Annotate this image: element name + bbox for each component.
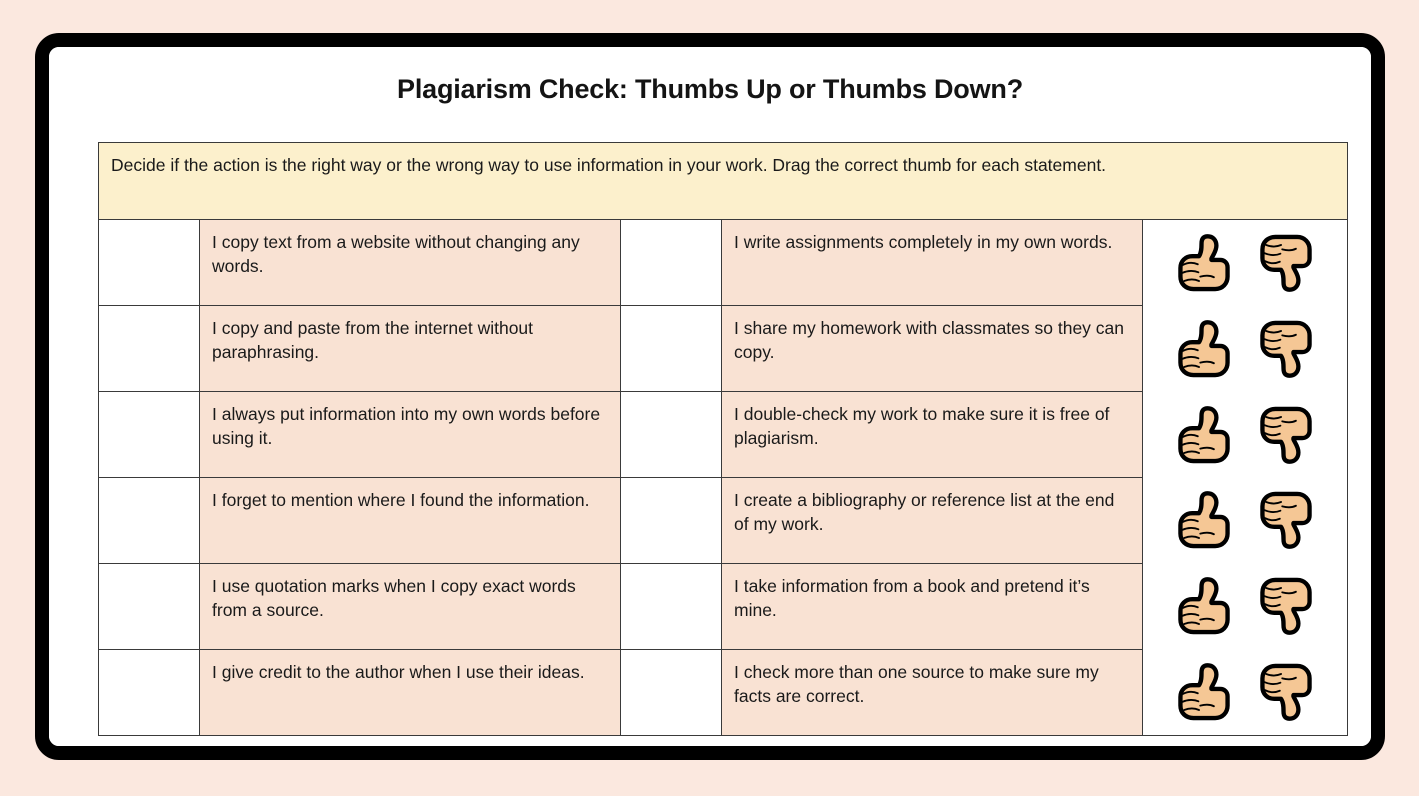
instructions-banner: Decide if the action is the right way or the wrong way to use information in your work. Drag the correct thumb for each statement. (99, 143, 1347, 220)
statement-left: I copy and paste from the internet without paraphrasing. (200, 306, 621, 391)
statement-left: I use quotation marks when I copy exact words from a source. (200, 564, 621, 649)
worksheet-sheet (49, 47, 1371, 746)
thumbs-row (1143, 306, 1347, 392)
thumbs-down-icon[interactable] (1255, 489, 1317, 551)
drop-zone-right[interactable] (621, 478, 722, 563)
drop-zone-left[interactable] (99, 392, 200, 477)
thumbs-up-icon[interactable] (1173, 318, 1235, 380)
drop-zone-left[interactable] (99, 220, 200, 305)
statement-left: I give credit to the author when I use their ideas. (200, 650, 621, 735)
statement-left: I always put information into my own words before using it. (200, 392, 621, 477)
table-row (99, 392, 1143, 478)
drop-zone-left[interactable] (99, 478, 200, 563)
drop-zone-left[interactable] (99, 650, 200, 735)
table-body (99, 220, 1347, 735)
drop-zone-right[interactable] (621, 564, 722, 649)
activity-table (98, 142, 1348, 736)
table-row (99, 306, 1143, 392)
thumbs-row (1143, 563, 1347, 649)
statement-right: I create a bibliography or reference list at the end of my work. (722, 478, 1143, 563)
thumbs-down-icon[interactable] (1255, 404, 1317, 466)
page-title: Plagiarism Check: Thumbs Up or Thumbs Down? (397, 74, 1023, 104)
thumbs-row (1143, 392, 1347, 478)
statement-left: I forget to mention where I found the information. (200, 478, 621, 563)
thumbs-down-icon[interactable] (1255, 318, 1317, 380)
drop-zone-right[interactable] (621, 220, 722, 305)
table-row (99, 564, 1143, 650)
worksheet-frame (35, 33, 1385, 760)
statement-grid (99, 220, 1143, 735)
table-row (99, 650, 1143, 735)
drop-zone-right[interactable] (621, 392, 722, 477)
drop-zone-left[interactable] (99, 564, 200, 649)
thumbs-up-icon[interactable] (1173, 661, 1235, 723)
thumbs-down-icon[interactable] (1255, 232, 1317, 294)
statement-right: I double-check my work to make sure it is free of plagiarism. (722, 392, 1143, 477)
drop-zone-left[interactable] (99, 306, 200, 391)
thumbs-row (1143, 220, 1347, 306)
thumbs-up-icon[interactable] (1173, 404, 1235, 466)
statement-right: I write assignments completely in my own words. (722, 220, 1143, 305)
statement-right: I share my homework with classmates so they can copy. (722, 306, 1143, 391)
thumbs-row (1143, 477, 1347, 563)
drop-zone-right[interactable] (621, 650, 722, 735)
thumbs-up-icon[interactable] (1173, 232, 1235, 294)
thumbs-up-icon[interactable] (1173, 575, 1235, 637)
thumbs-row (1143, 649, 1347, 735)
thumbs-up-icon[interactable] (1173, 489, 1235, 551)
thumbs-down-icon[interactable] (1255, 575, 1317, 637)
drop-zone-right[interactable] (621, 306, 722, 391)
statement-right: I take information from a book and pretend it’s mine. (722, 564, 1143, 649)
thumbs-bank (1143, 220, 1347, 735)
thumbs-down-icon[interactable] (1255, 661, 1317, 723)
statement-left: I copy text from a website without changing any words. (200, 220, 621, 305)
statement-right: I check more than one source to make sure my facts are correct. (722, 650, 1143, 735)
table-row (99, 478, 1143, 564)
table-row (99, 220, 1143, 306)
